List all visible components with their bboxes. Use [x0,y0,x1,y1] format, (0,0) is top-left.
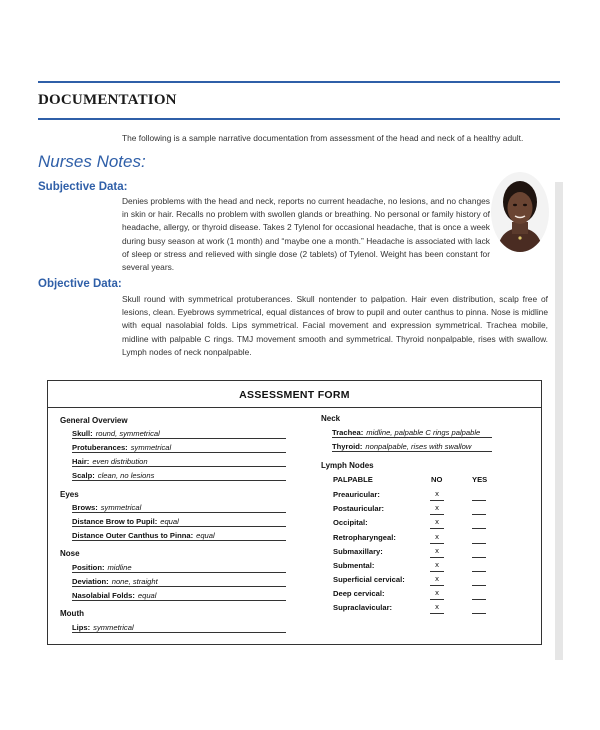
form-row-protuberances[interactable] [72,443,286,453]
lymph-row-label: Deep cervical: [333,589,385,598]
row-value: round, symmetrical [95,429,160,438]
lymph-no-checkbox[interactable]: x [430,546,444,558]
lymph-no-checkbox[interactable]: x [430,489,444,501]
page-edge-shadow [555,182,563,660]
row-value: symmetrical [130,443,172,452]
lymph-yes-checkbox[interactable] [472,546,486,558]
row-label: Lips: [72,623,91,632]
row-label: Distance Brow to Pupil: [72,517,158,526]
form-row-scalp[interactable] [72,471,286,481]
row-value: nonpalpable, rises with swallow [365,442,472,451]
row-label: Trachea: [332,428,364,437]
lymph-yes-checkbox[interactable] [472,503,486,515]
form-row-hair[interactable] [72,457,286,467]
row-label: Nasolabial Folds: [72,591,135,600]
lymph-yes-checkbox[interactable] [472,517,486,529]
form-row-skull[interactable] [72,429,286,439]
yes-column-header: YES [472,475,488,484]
lymph-row-label: Superficial cervical: [333,575,405,584]
lymph-no-checkbox[interactable]: x [430,602,444,614]
lymph-yes-checkbox[interactable] [472,588,486,600]
form-row-deviation[interactable] [72,577,286,587]
lymph-row-label: Supraclavicular: [333,603,393,612]
row-label: Position: [72,563,105,572]
row-value: even distribution [92,457,148,466]
row-value: equal [137,591,157,600]
lymph-no-checkbox[interactable]: x [430,532,444,544]
nurses-notes-heading: Nurses Notes: [38,152,146,171]
form-row-trachea[interactable] [332,428,492,438]
assessment-form-divider [48,407,541,408]
lymph-yes-checkbox[interactable] [472,560,486,572]
objective-heading: Objective Data: [38,278,122,290]
form-row-brows[interactable] [72,503,286,513]
row-value: symmetrical [100,503,142,512]
form-row-brow-to-pupil[interactable] [72,517,286,527]
lymph-yes-checkbox[interactable] [472,574,486,586]
row-label: Hair: [72,457,90,466]
row-value: midline [107,563,132,572]
form-row-canthus-to-pinna[interactable] [72,531,286,541]
palpable-column-label: PALPABLE [333,475,373,484]
header-rule-bottom [38,118,560,120]
row-label: Thyroid: [332,442,363,451]
form-row-nasolabial-folds[interactable] [72,591,286,601]
lymph-no-checkbox[interactable]: x [430,503,444,515]
mouth-heading: Mouth [60,609,84,618]
objective-text: Skull round with symmetrical protuberances. Skull nontender to palpation. Hair even distribution, scalp free of lesions, clean. Eyebrows symmetrical, equal distances of brow to pupil and outer canthus to pinna. Nose is midline with equal nasolabial folds. Lips symmetrical. Facial movement and expression symmetrical. Trachea mobile, midline with palpable C rings. TMJ movement smooth and symmetrical. Thyroid nonpalpable, rises with swallow. Lymph nodes of neck nonpalpable. [122,294,548,357]
patient-photo [491,172,549,252]
lymph-row-label: Occipital: [333,518,368,527]
lymph-row-label: Submaxillary: [333,547,383,556]
eyes-heading: Eyes [60,490,79,499]
row-value: equal [160,517,179,526]
row-label: Distance Outer Canthus to Pinna: [72,531,194,540]
row-label: Deviation: [72,577,109,586]
lymph-yes-checkbox[interactable] [472,532,486,544]
nose-heading: Nose [60,549,80,558]
row-label: Scalp: [72,471,95,480]
row-value: midline, palpable C rings palpable [366,428,481,437]
document-title: DOCUMENTATION [38,92,177,108]
lymph-no-checkbox[interactable]: x [430,517,444,529]
header-rule-top [38,81,560,83]
intro-text: The following is a sample narrative documentation from assessment of the head and neck of a healthy adult. [122,133,524,143]
subjective-heading: Subjective Data: [38,181,128,193]
form-row-thyroid[interactable] [332,442,492,452]
row-label: Brows: [72,503,98,512]
lymph-row-label: Postauricular: [333,504,385,513]
lymph-no-checkbox[interactable]: x [430,588,444,600]
neck-heading: Neck [321,414,341,423]
general-overview-heading: General Overview [60,416,128,425]
lymph-yes-checkbox[interactable] [472,489,486,501]
form-row-position[interactable] [72,563,286,573]
no-column-header: NO [431,475,443,484]
lymph-row-label: Retropharyngeal: [333,533,396,542]
lymph-row-label: Submental: [333,561,375,570]
row-value: equal [196,531,215,540]
row-value: symmetrical [93,623,134,632]
form-row-lips[interactable] [72,623,286,633]
row-value: none, straight [111,577,158,586]
lymph-no-checkbox[interactable]: x [430,574,444,586]
assessment-form-title: ASSESSMENT FORM [239,389,350,401]
lymph-yes-checkbox[interactable] [472,602,486,614]
row-label: Protuberances: [72,443,128,452]
lymph-no-checkbox[interactable]: x [430,560,444,572]
subjective-text: Denies problems with the head and neck, reports no current headache, no lesions, and no changes in skin or hair. Recalls no problem with swollen glands or breathing. No personal or family history of headache, allergy, or thyroid disease. Takes 2 Tylenol for occasional headache, that is once a week during busy season at work (1 month) and “maybe one a month.” Headache is associated with lack of sleep or stress and relieved with single dose (2 tablets) of Tylenol. Weight has been constant for several years. [122,196,490,273]
assessment-form [47,380,542,645]
row-label: Skull: [72,429,93,438]
row-value: clean, no lesions [97,471,155,480]
lymph-nodes-heading: Lymph Nodes [321,461,374,470]
lymph-row-label: Preauricular: [333,490,380,499]
